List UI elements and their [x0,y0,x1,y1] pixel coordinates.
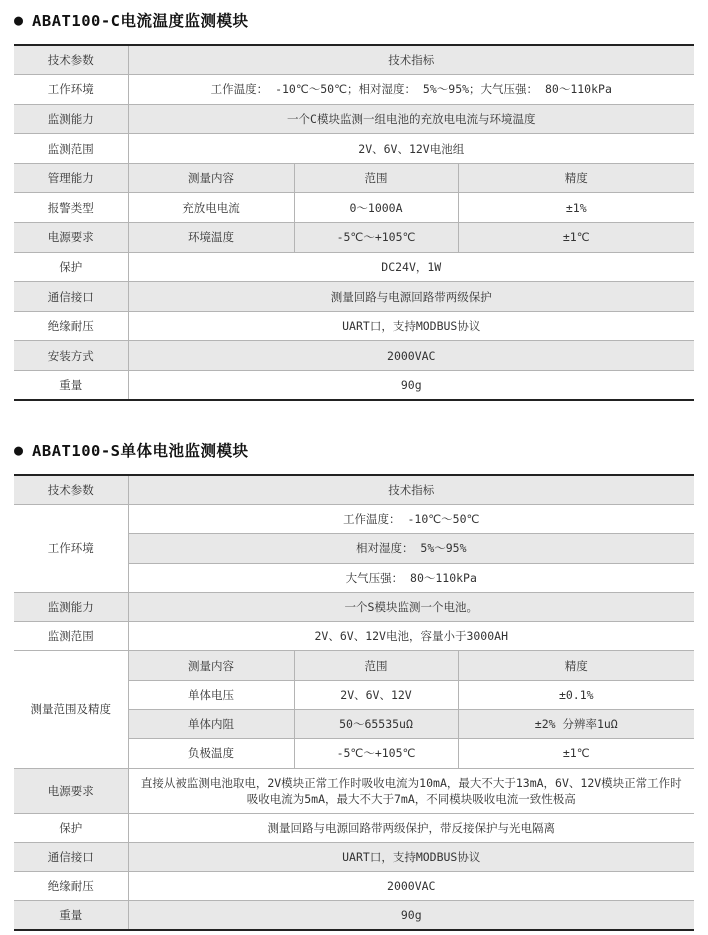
spec-row [14,341,694,371]
spec-subvalue-cell: 50～65535uΩ [294,710,458,739]
spec-value-cell: 2V、6V、12V电池，容量小于3000AH [128,622,694,651]
table-abat100-s [14,474,694,931]
spec-row [14,592,694,621]
spec-row [14,813,694,842]
spec-subvalue-cell: 2V、6V、12V [294,680,458,709]
spec-param-cell: 绝缘耐压 [14,872,128,901]
spec-row [14,901,694,930]
spec-row [14,282,694,312]
spec-value-cell: 90g [128,901,694,930]
spec-subvalue-cell: 单体电压 [128,680,294,709]
spec-param-cell: 保护 [14,813,128,842]
spec-row [14,223,694,253]
spec-subvalue-cell: ±1% [458,193,694,223]
spec-value-cell: 工作温度： -10℃～50℃ [128,504,694,533]
spec-param-cell: 绝缘耐压 [14,311,128,341]
spec-param-cell: 技术参数 [14,475,128,504]
spec-param-cell: 监测能力 [14,104,128,134]
spec-row [14,75,694,105]
spec-subvalue-cell: -5℃～+105℃ [294,223,458,253]
spec-param-cell: 重量 [14,371,128,401]
spec-subvalue-cell: ±1℃ [458,223,694,253]
spec-param-cell: 通信接口 [14,282,128,312]
spec-value-cell: 直接从被监测电池取电，2V模块正常工作时吸收电流为10mA，最大不大于13mA，6V、12V模块正常工作时吸收电流为5mA，最大不大于7mA，不同模块吸收电流一致性极高 [128,768,694,813]
spec-value-cell: 测量回路与电源回路带两级保护 [128,282,694,312]
section2-title-text: ABAT100-S单体电池监测模块 [32,442,249,461]
spec-subvalue-cell: 精度 [458,163,694,193]
section1-title-text: ABAT100-C电流温度监测模块 [32,12,249,30]
spec-subvalue-cell: ±1℃ [458,739,694,768]
spec-row [14,768,694,813]
spec-value-cell: DC24V，1W [128,252,694,282]
spec-param-cell: 管理能力 [14,163,128,193]
bullet-icon: ● [14,440,24,459]
spec-value-cell: 测量回路与电源回路带两级保护，带反接保护与光电隔离 [128,813,694,842]
spec-param-cell: 电源要求 [14,768,128,813]
spec-row [14,371,694,401]
spec-row [14,134,694,164]
spec-row [14,872,694,901]
spec-param-cell: 监测能力 [14,592,128,621]
spec-param-cell: 工作环境 [14,504,128,592]
spec-value-cell: 一个C模块监测一组电池的充放电电流与环境温度 [128,104,694,134]
spec-param-cell: 重量 [14,901,128,930]
spec-row [14,475,694,504]
spec-value-cell: 90g [128,371,694,401]
spec-param-cell: 电源要求 [14,223,128,253]
spec-value-cell: 技术指标 [128,475,694,504]
spec-row [14,45,694,75]
spec-param-cell: 测量范围及精度 [14,651,128,768]
spec-param-cell: 通信接口 [14,842,128,871]
spec-subvalue-cell: ±2% 分辨率1uΩ [458,710,694,739]
spec-row [14,622,694,651]
spec-subvalue-cell: 测量内容 [128,163,294,193]
spec-value-cell: UART口，支持MODBUS协议 [128,311,694,341]
spec-row [14,193,694,223]
spec-param-cell: 监测范围 [14,622,128,651]
spec-subvalue-cell: ±0.1% [458,680,694,709]
section2-title [14,439,708,461]
spec-param-cell: 报警类型 [14,193,128,223]
spec-param-cell: 技术参数 [14,45,128,75]
spec-value-cell: 2000VAC [128,341,694,371]
spec-subvalue-cell: 负极温度 [128,739,294,768]
spec-row [14,842,694,871]
spec-subvalue-cell: 环境温度 [128,223,294,253]
spec-subvalue-cell: 单体内阻 [128,710,294,739]
section1-title [14,0,708,31]
spec-value-cell: 相对湿度： 5%～95% [128,534,694,563]
spec-value-cell: 技术指标 [128,45,694,75]
spec-param-cell: 工作环境 [14,75,128,105]
spec-subvalue-cell: 精度 [458,651,694,680]
spec-value-cell: 2000VAC [128,872,694,901]
spec-subvalue-cell: -5℃～+105℃ [294,739,458,768]
spec-value-cell: 一个S模块监测一个电池。 [128,592,694,621]
spec-row [14,163,694,193]
spec-row [14,311,694,341]
spec-param-cell: 安装方式 [14,341,128,371]
spec-row [14,104,694,134]
table-abat100-c [14,44,694,401]
spec-subvalue-cell: 测量内容 [128,651,294,680]
spec-subvalue-cell: 范围 [294,651,458,680]
spec-param-cell: 监测范围 [14,134,128,164]
spec-value-cell: 工作温度： -10℃～50℃；相对湿度： 5%～95%；大气压强： 80～110kPa [128,75,694,105]
spec-row [14,504,694,533]
spec-value-cell: 2V、6V、12V电池组 [128,134,694,164]
spec-value-cell: 大气压强： 80～110kPa [128,563,694,592]
spec-subvalue-cell: 0～1000A [294,193,458,223]
spec-subvalue-cell: 范围 [294,163,458,193]
spec-param-cell: 保护 [14,252,128,282]
spec-row [14,651,694,680]
spec-subvalue-cell: 充放电电流 [128,193,294,223]
spec-row [14,252,694,282]
spec-value-cell: UART口，支持MODBUS协议 [128,842,694,871]
bullet-icon: ● [14,10,24,29]
